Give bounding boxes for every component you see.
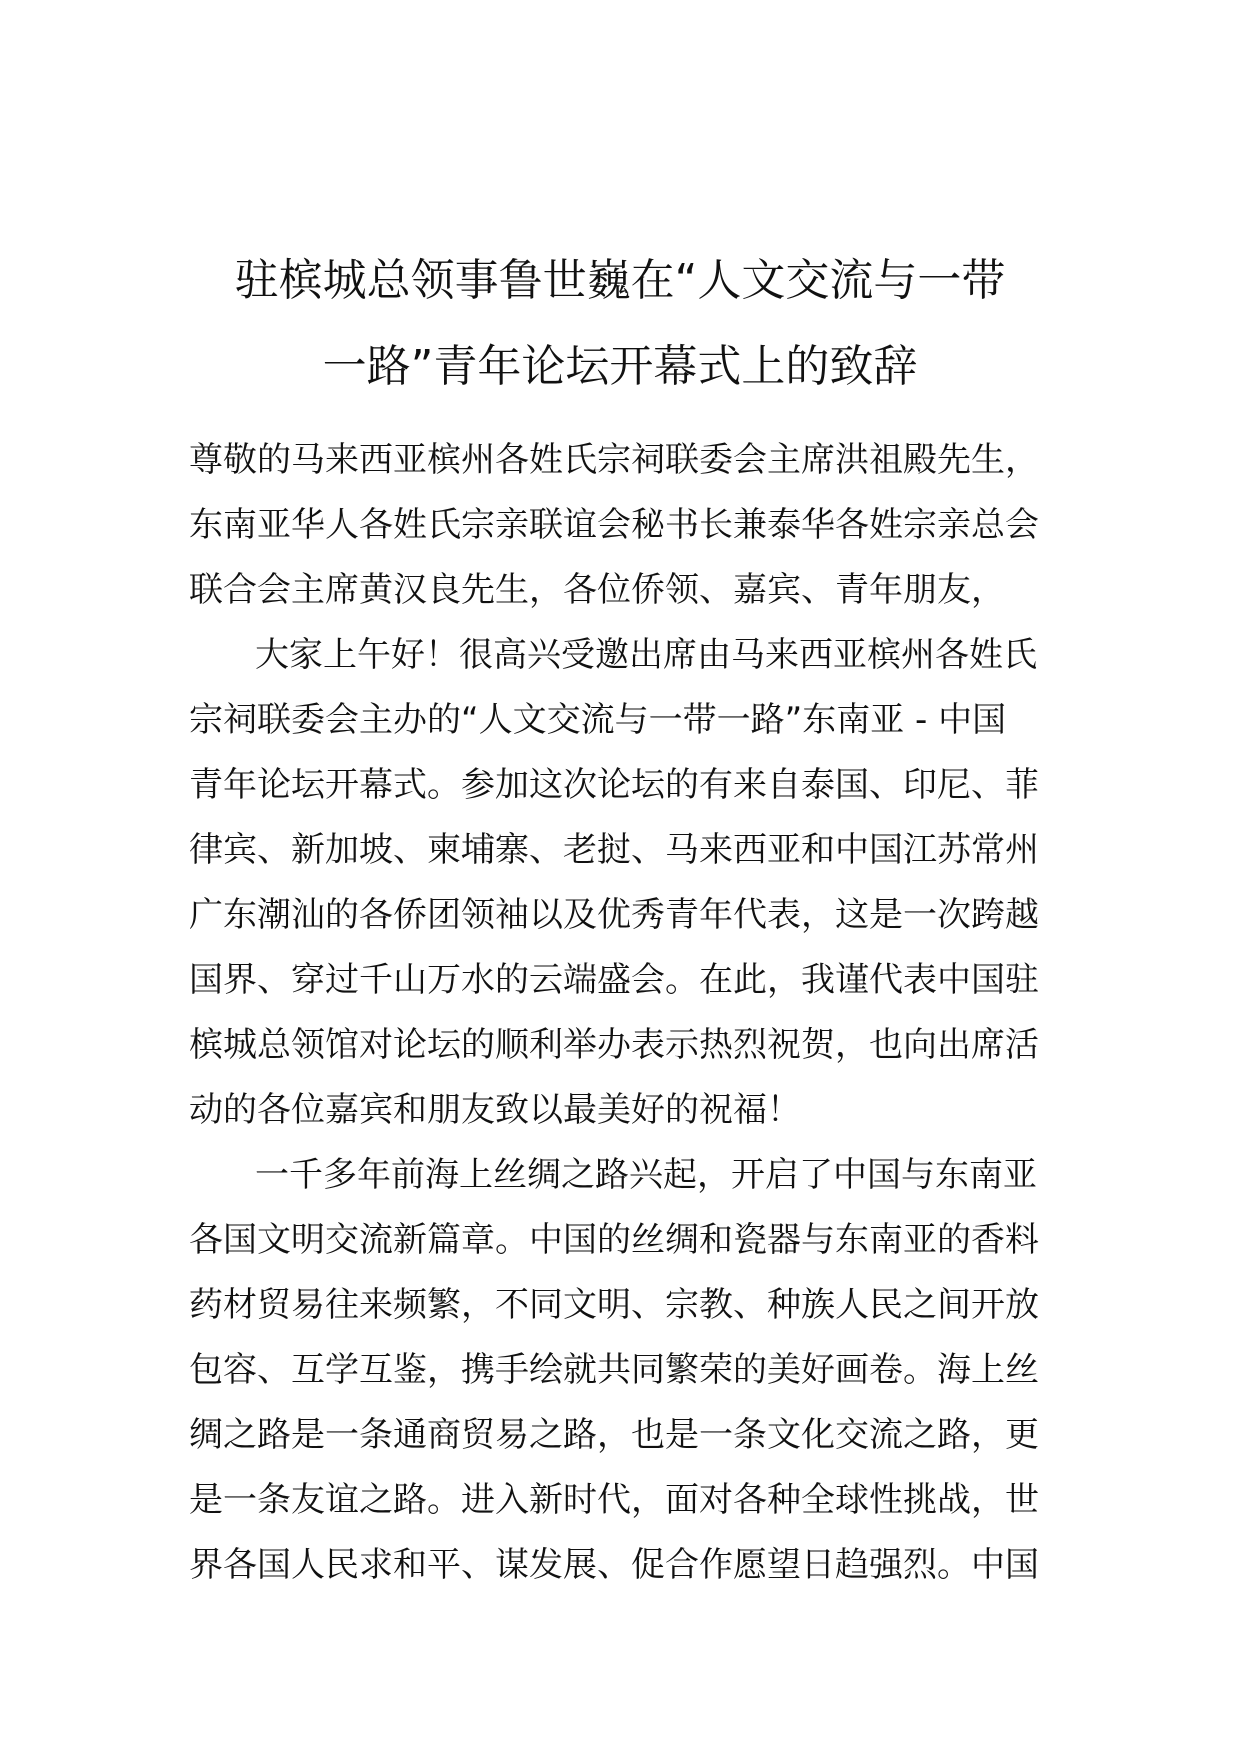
body-line: 国界、穿过千山万水的云端盛会。在此，我谨代表中国驻 xyxy=(189,960,1039,1000)
body-line-salutation-3: 联合会主席黄汉良先生，各位侨领、嘉宾、青年朋友， xyxy=(189,570,1005,610)
body-line-salutation-2: 东南亚华人各姓氏宗亲联谊会秘书长兼泰华各姓宗亲总会 xyxy=(189,505,1039,545)
body-line: 宗祠联委会主办的“人文交流与一带一路”东南亚 - 中国 xyxy=(189,700,1007,740)
body-line-paragraph-1-start: 大家上午好！很高兴受邀出席由马来西亚槟州各姓氏 xyxy=(255,635,1037,675)
body-line: 各国文明交流新篇章。中国的丝绸和瓷器与东南亚的香料 xyxy=(189,1220,1039,1260)
body-line: 青年论坛开幕式。参加这次论坛的有来自泰国、印尼、菲 xyxy=(189,765,1039,805)
body-line: 动的各位嘉宾和朋友致以最美好的祝福！ xyxy=(189,1090,801,1130)
body-line: 律宾、新加坡、柬埔寨、老挝、马来西亚和中国江苏常州 xyxy=(189,830,1039,870)
document-title xyxy=(160,238,1080,410)
body-line-paragraph-2-start: 一千多年前海上丝绸之路兴起，开启了中国与东南亚 xyxy=(255,1155,1037,1195)
body-line: 广东潮汕的各侨团领袖以及优秀青年代表，这是一次跨越 xyxy=(189,895,1039,935)
title-line-1: 驻槟城总领事鲁世巍在“人文交流与一带 xyxy=(234,255,1006,306)
body-line: 槟城总领馆对论坛的顺利举办表示热烈祝贺，也向出席活 xyxy=(189,1025,1039,1065)
body-line-salutation-1: 尊敬的马来西亚槟州各姓氏宗祠联委会主席洪祖殿先生， xyxy=(189,440,1039,480)
body-line: 药材贸易往来频繁，不同文明、宗教、种族人民之间开放 xyxy=(189,1285,1039,1325)
body-line: 界各国人民求和平、谋发展、促合作愿望日趋强烈。中国 xyxy=(189,1545,1039,1585)
body-line: 是一条友谊之路。进入新时代，面对各种全球性挑战，世 xyxy=(189,1480,1039,1520)
body-line: 绸之路是一条通商贸易之路，也是一条文化交流之路，更 xyxy=(189,1415,1039,1455)
body-line: 包容、互学互鉴，携手绘就共同繁荣的美好画卷。海上丝 xyxy=(189,1350,1039,1390)
title-line-2: 一路”青年论坛开幕式上的致辞 xyxy=(322,341,918,392)
document-body xyxy=(189,428,1051,1598)
